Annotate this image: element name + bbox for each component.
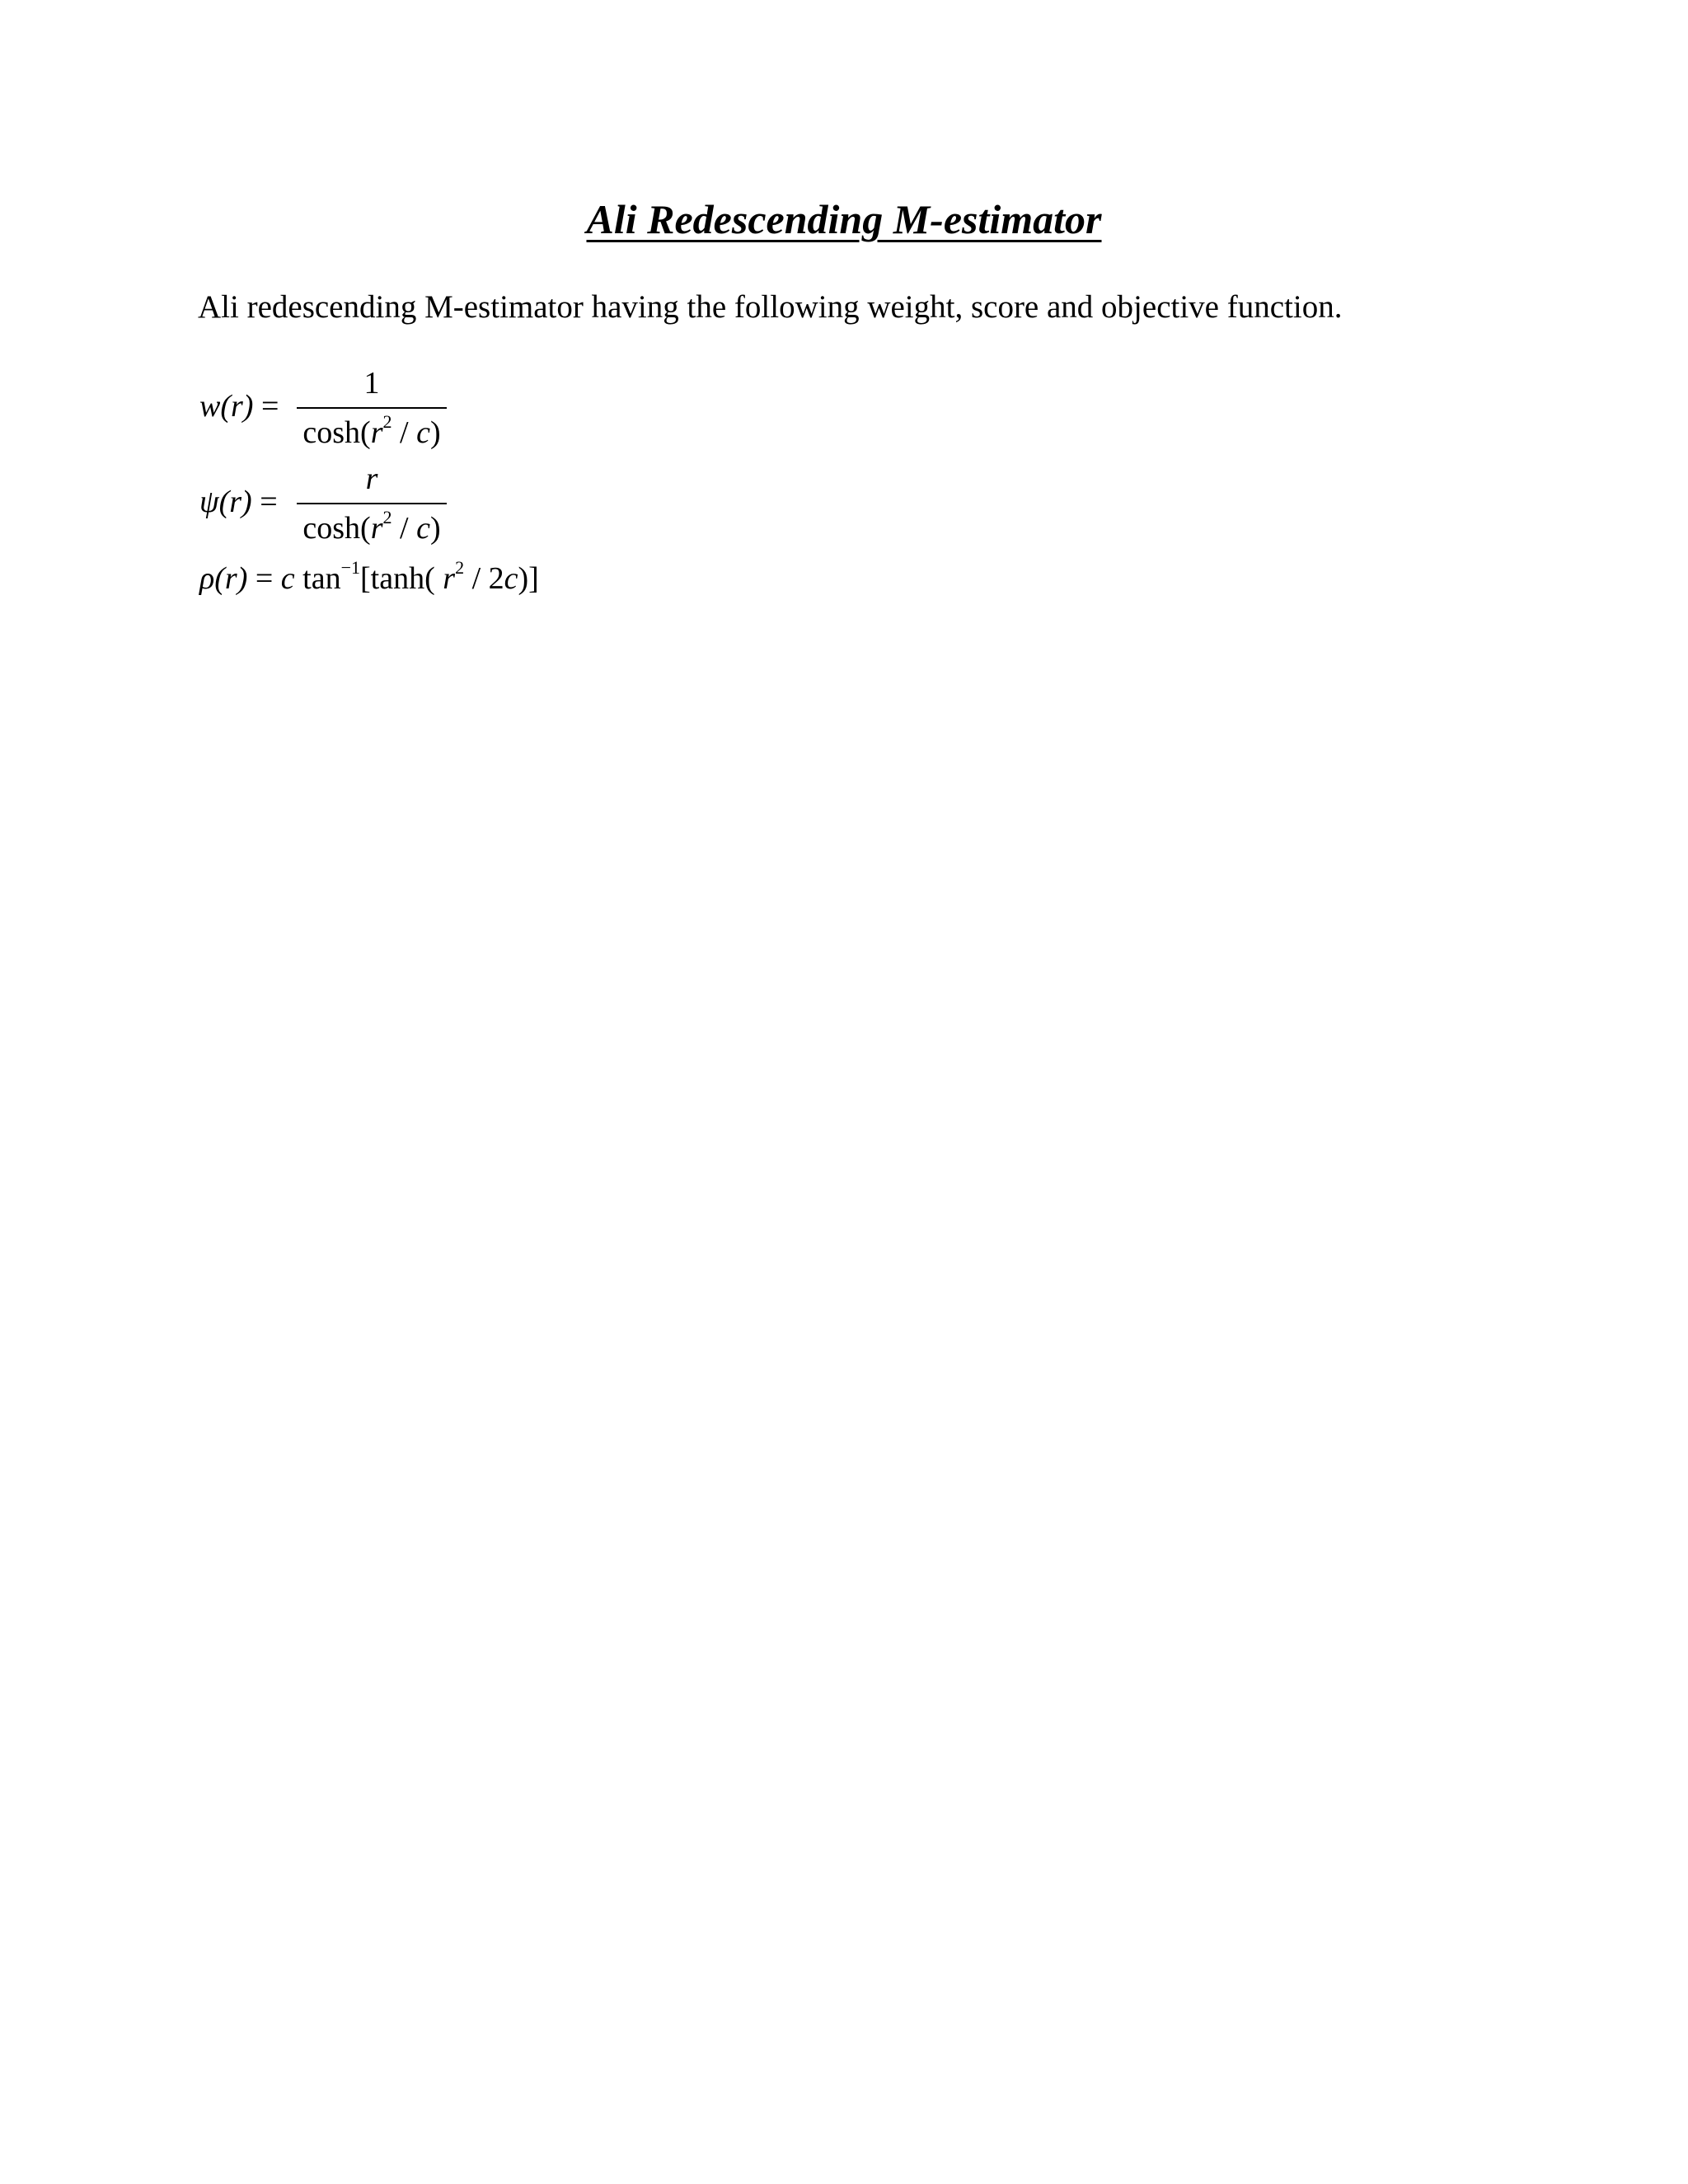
score-function-equation <box>199 458 463 557</box>
score-den-prefix: cosh( <box>302 511 371 546</box>
weight-den-suffix: ) <box>429 415 441 450</box>
weight-fraction <box>297 368 447 448</box>
score-numerator: r <box>365 462 378 496</box>
weight-den-c: c <box>416 415 430 450</box>
score-den-suffix: ) <box>429 511 441 546</box>
score-fraction-bar <box>297 503 447 504</box>
objective-tanh-prefix: [tanh( <box>360 561 443 596</box>
weight-den-exp: 2 <box>382 411 392 432</box>
score-fn-symbol: ψ <box>199 485 219 519</box>
weight-fn-symbol: w <box>199 389 221 424</box>
objective-exp: 2 <box>455 557 465 578</box>
score-den-c: c <box>416 511 430 546</box>
weight-function-equation <box>199 363 463 462</box>
weight-fn-arg: (r) <box>220 389 254 424</box>
weight-den-var: r <box>370 415 383 450</box>
objective-tan: tan <box>294 561 341 596</box>
objective-function-equation <box>199 557 539 596</box>
score-fn-arg: (r) <box>218 485 252 519</box>
weight-numerator: 1 <box>363 366 380 401</box>
document-title: Ali Redescending M-estimator <box>586 196 1102 242</box>
objective-suffix: )] <box>518 561 539 596</box>
objective-c2: c <box>504 561 518 596</box>
score-denominator <box>297 507 447 546</box>
objective-mid: / 2 <box>464 561 504 596</box>
weight-fraction-bar <box>297 407 447 409</box>
score-equals: = <box>251 485 278 519</box>
objective-fn-symbol: ρ <box>199 561 215 596</box>
weight-denominator <box>297 411 447 450</box>
weight-den-mid: / <box>392 415 417 450</box>
score-den-var: r <box>370 511 383 546</box>
intro-paragraph: Ali redescending M-estimator having the following weight, score and objective function. <box>198 289 1343 325</box>
score-den-exp: 2 <box>382 507 392 527</box>
objective-var: r <box>443 561 456 596</box>
objective-function-line <box>199 557 539 596</box>
weight-equals: = <box>253 389 279 424</box>
weight-function-lhs <box>199 391 279 422</box>
objective-c: c <box>280 561 295 596</box>
objective-equals: = <box>247 561 281 596</box>
objective-fn-arg: (r) <box>214 561 248 596</box>
score-function-lhs <box>199 486 278 518</box>
score-den-mid: / <box>392 511 417 546</box>
objective-tan-exp: −1 <box>340 557 361 578</box>
weight-den-prefix: cosh( <box>302 415 371 450</box>
score-fraction <box>297 463 447 544</box>
